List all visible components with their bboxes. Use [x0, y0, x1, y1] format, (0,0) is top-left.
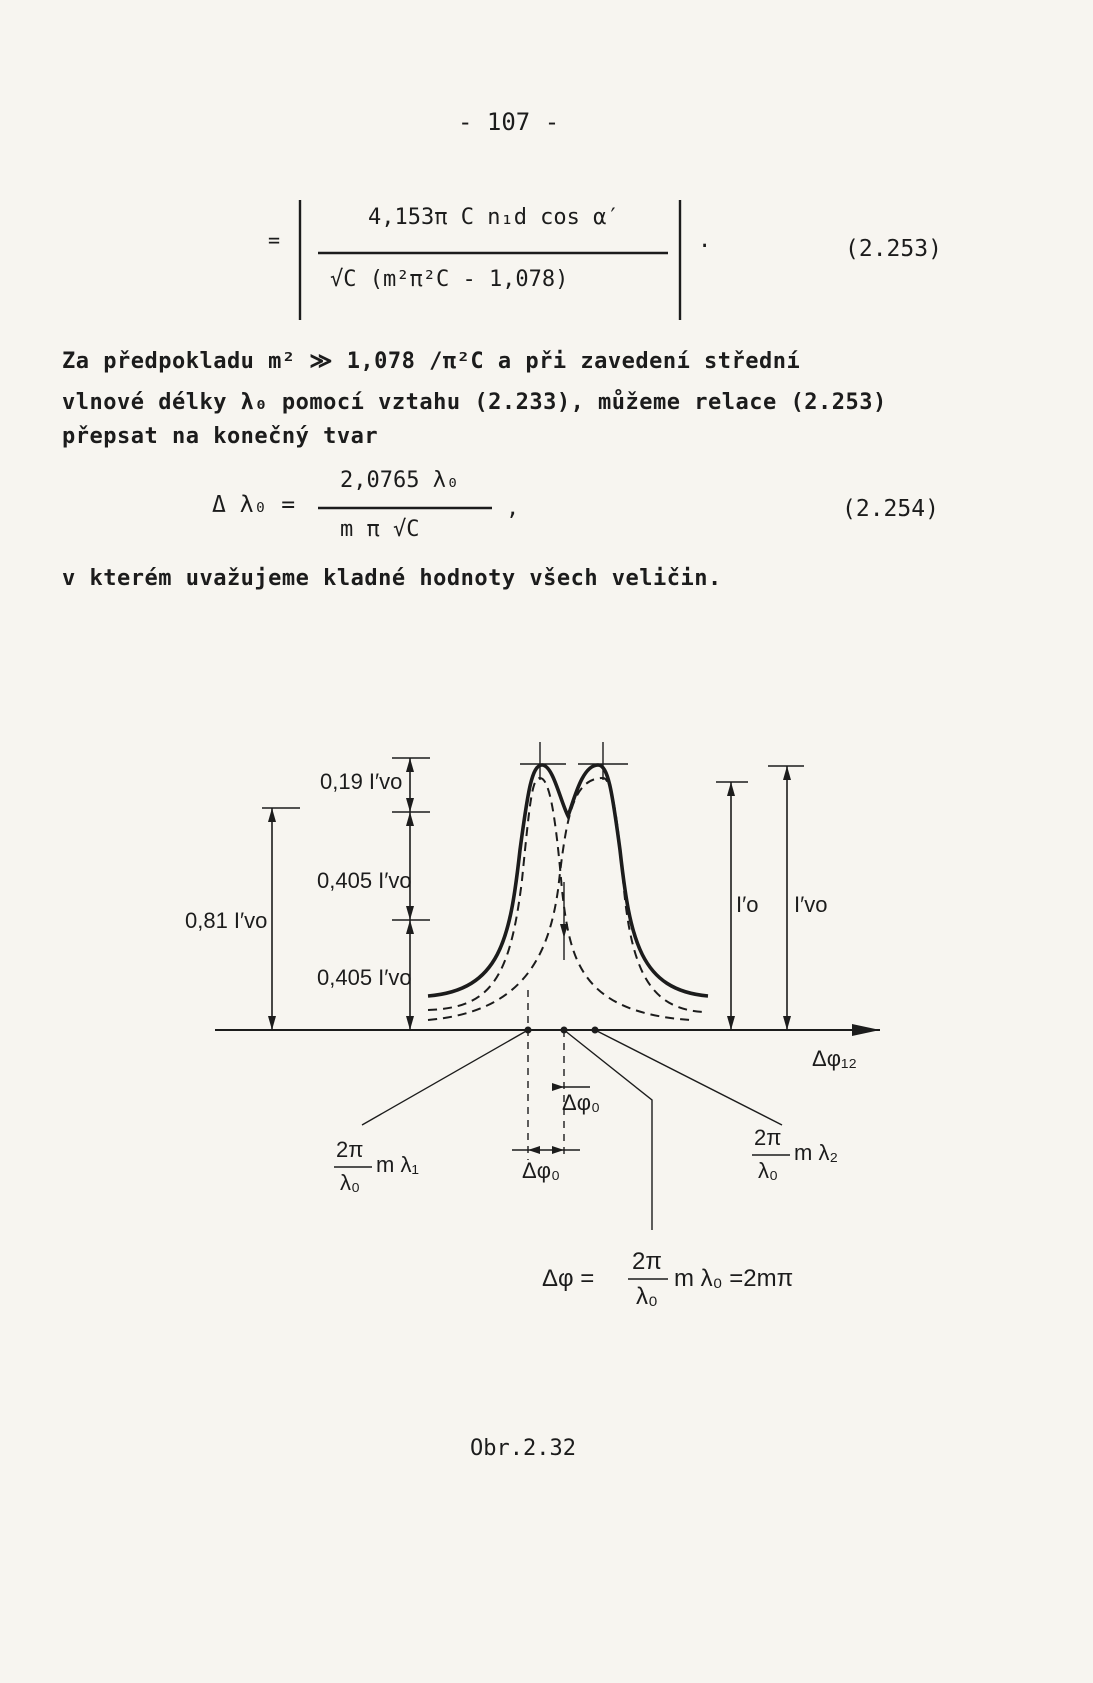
- label-i0: I′o: [736, 892, 759, 917]
- label-0405-ivo-upper: 0,405 I′vo: [317, 868, 412, 893]
- bottom-formula-lhs: Δφ =: [542, 1265, 595, 1292]
- eq-lead: =: [268, 228, 281, 252]
- right-formula-numerator: 2π: [754, 1125, 782, 1150]
- right-formula-rest: m λ₂: [794, 1140, 838, 1165]
- label-081-ivo: 0,81 I′vo: [185, 908, 268, 933]
- equation-number: (2.254): [842, 496, 939, 522]
- left-formula-denominator: λ₀: [340, 1170, 361, 1195]
- closing-line: v kterém uvažujeme kladné hodnoty všech veličin.: [62, 566, 722, 591]
- eq-numerator: 2,0765 λ₀: [340, 468, 460, 493]
- paragraph-line-3: přepsat na konečný tvar: [62, 424, 379, 449]
- figure-caption: Obr.2.32: [470, 1436, 576, 1461]
- eq-denominator: m π √C: [340, 517, 420, 542]
- bottom-formula-rest: m λ₀ =2mπ: [674, 1265, 794, 1292]
- paragraph-line-2: vlnové délky λ₀ pomocí vztahu (2.233), můžeme relace (2.253): [62, 390, 887, 415]
- equation-number: (2.253): [845, 236, 942, 262]
- eq-numerator: 4,153π C n₁d cos α′: [368, 205, 620, 230]
- bottom-formula-numerator: 2π: [632, 1248, 662, 1275]
- combined-curve: [428, 765, 708, 996]
- left-formula-numerator: 2π: [336, 1137, 364, 1162]
- left-formula-rest: m λ₁: [376, 1152, 419, 1177]
- eq-trail: ,: [506, 496, 520, 521]
- axis-arrowhead: [852, 1024, 880, 1036]
- paragraph-line-1: Za předpokladu m² ≫ 1,078 /π²C a při zavedení střední: [62, 349, 801, 374]
- right-formula-denominator: λ₀: [758, 1158, 779, 1183]
- eq-lhs: Δ λ₀ =: [212, 492, 296, 518]
- page-number: - 107 -: [458, 108, 560, 136]
- eq-trail: .: [698, 228, 712, 253]
- label-019-ivo: 0,19 I′vo: [320, 769, 403, 794]
- label-dphi0-upper: Δφ₀: [562, 1090, 601, 1115]
- axis-label-dphi12: Δφ₁₂: [812, 1046, 857, 1071]
- label-0405-ivo-lower: 0,405 I′vo: [317, 965, 412, 990]
- bottom-formula-denominator: λ₀: [636, 1283, 658, 1310]
- eq-denominator: √C (m²π²C - 1,078): [330, 267, 569, 292]
- label-ivo: I′vo: [794, 892, 828, 917]
- figure-diagram: [215, 742, 880, 1279]
- label-dphi0-lower: Δφ₀: [522, 1158, 561, 1183]
